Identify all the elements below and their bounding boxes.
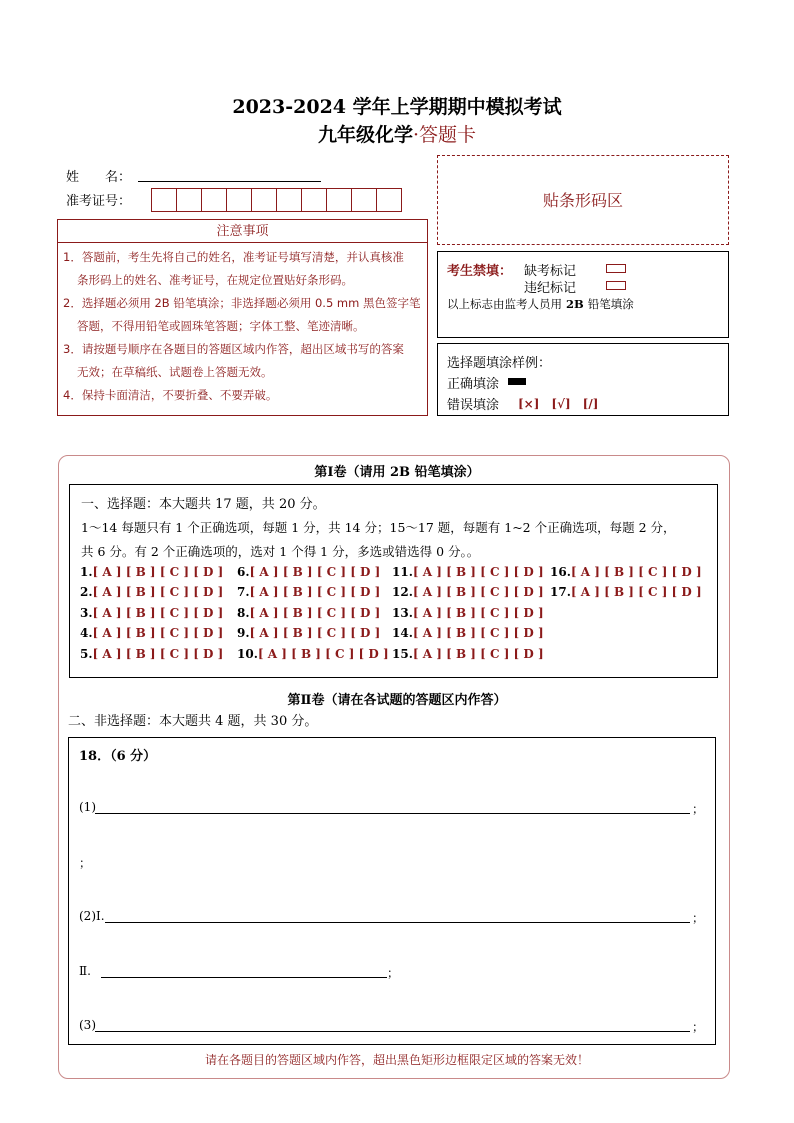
mc-question-number: 13.	[392, 606, 413, 620]
mc-options[interactable]: [ A ] [ B ] [ C ] [ D ]	[92, 565, 224, 579]
forbid-note-bold: 2B	[566, 297, 584, 311]
part1-heading: 一、选择题：本大题共 17 题，共 20 分。	[81, 497, 326, 512]
mc-question-row[interactable]	[550, 585, 702, 599]
mc-options[interactable]: [ A ] [ B ] [ C ] [ D ]	[412, 606, 544, 620]
notice-item: 4．保持卡面清洁，不要折叠、不要弄破。	[63, 388, 278, 402]
mc-question-number: 9.	[237, 626, 250, 640]
id-cell[interactable]	[351, 188, 377, 212]
notice-box	[57, 242, 428, 416]
mc-options[interactable]: [ A ] [ B ] [ C ] [ D ]	[412, 647, 544, 661]
id-cell[interactable]	[251, 188, 277, 212]
blank4-label: (3)	[79, 1018, 96, 1032]
notice-item: 条形码上的姓名、准考证号，在规定位置贴好条形码。	[77, 273, 353, 287]
correct-fill-sample	[508, 378, 526, 385]
part1-title: 第Ⅰ卷（请用 2B 铅笔填涂）	[314, 465, 480, 480]
footer-warning: 请在各题目的答题区域内作答，超出黑色矩形边框限定区域的答案无效！	[204, 1053, 589, 1067]
mc-question-row[interactable]	[237, 647, 389, 661]
barcode-label: 贴条形码区	[542, 191, 623, 210]
mc-question-row[interactable]	[237, 606, 380, 620]
mc-question-number: 8.	[237, 606, 250, 620]
correct-label: 正确填涂	[447, 377, 500, 392]
mc-question-number: 7.	[237, 585, 250, 599]
blank1-label: (1)	[79, 800, 96, 814]
id-cell[interactable]	[226, 188, 252, 212]
mc-question-number: 3.	[80, 606, 93, 620]
blank3-semicolon: ；	[387, 966, 400, 980]
mc-options[interactable]: [ A ] [ B ] [ C ] [ D ]	[92, 647, 224, 661]
mc-question-row[interactable]	[80, 626, 223, 640]
mc-options[interactable]: [ A ] [ B ] [ C ] [ D ]	[249, 606, 381, 620]
mc-question-number: 11.	[392, 565, 413, 579]
id-number-cells[interactable]	[151, 188, 401, 212]
mc-question-row[interactable]	[392, 626, 544, 640]
mc-question-number: 12.	[392, 585, 413, 599]
notice-item: 无效；在草稿纸、试题卷上答题无效。	[77, 365, 273, 379]
subtitle-main: 九年级化学	[317, 124, 413, 146]
forbid-box	[437, 251, 729, 338]
id-cell[interactable]	[301, 188, 327, 212]
blank1-line[interactable]	[95, 813, 690, 814]
mc-question-number: 10.	[237, 647, 258, 661]
absent-label: 缺考标记	[524, 264, 577, 279]
blank3-label: Ⅱ.	[79, 964, 91, 978]
sample-title: 选择题填涂样例：	[447, 356, 552, 371]
wrong-label: 错误填涂	[447, 398, 500, 413]
blank3-line[interactable]	[101, 977, 387, 978]
blank2-label: (2)Ⅰ.	[79, 909, 105, 923]
mc-question-row[interactable]	[550, 565, 702, 579]
mc-question-number: 2.	[80, 585, 93, 599]
q18-title: 18．（6 分）	[79, 749, 157, 764]
q18-box	[68, 737, 716, 1045]
notice-header	[57, 219, 428, 243]
mc-question-row[interactable]	[237, 585, 380, 599]
id-cell[interactable]	[376, 188, 402, 212]
mc-question-row[interactable]	[392, 565, 544, 579]
mc-options[interactable]: [ A ] [ B ] [ C ] [ D ]	[92, 585, 224, 599]
blank4-semicolon: ；	[692, 1020, 705, 1034]
mc-options[interactable]: [ A ] [ B ] [ C ] [ D ]	[92, 606, 224, 620]
mc-options[interactable]: [ A ] [ B ] [ C ] [ D ]	[257, 647, 389, 661]
violation-mark-box[interactable]	[606, 281, 626, 290]
sample-box	[437, 343, 729, 416]
blank1-semicolon: ；	[692, 802, 705, 816]
mc-question-number: 14.	[392, 626, 413, 640]
mc-question-row[interactable]	[237, 565, 380, 579]
mc-options[interactable]: [ A ] [ B ] [ C ] [ D ]	[570, 585, 702, 599]
part1-desc-line1: 1～14 每题只有 1 个正确选项，每题 1 分，共 14 分；15～17 题，每题有 1~2 个正确选项，每题 2 分，	[81, 520, 676, 535]
mc-options[interactable]: [ A ] [ B ] [ C ] [ D ]	[412, 626, 544, 640]
mc-question-row[interactable]	[392, 647, 544, 661]
mc-options[interactable]: [ A ] [ B ] [ C ] [ D ]	[412, 585, 544, 599]
mc-options[interactable]: [ A ] [ B ] [ C ] [ D ]	[92, 626, 224, 640]
mc-options[interactable]: [ A ] [ B ] [ C ] [ D ]	[249, 585, 381, 599]
part1-box	[69, 484, 718, 678]
barcode-area	[437, 155, 729, 245]
mc-question-row[interactable]	[237, 626, 380, 640]
notice-title: 注意事项	[216, 224, 269, 239]
page-subtitle	[0, 120, 794, 147]
absent-mark-box[interactable]	[606, 264, 626, 273]
mc-question-row[interactable]	[392, 606, 544, 620]
part2-heading: 二、非选择题：本大题共 4 题，共 30 分。	[68, 714, 318, 729]
id-cell[interactable]	[201, 188, 227, 212]
blank1b-semicolon: ；	[79, 856, 92, 870]
mc-question-number: 1.	[80, 565, 93, 579]
mc-question-row[interactable]	[80, 606, 223, 620]
forbid-note-suffix: 铅笔填涂	[587, 297, 634, 311]
notice-item: 1．答题前，考生先将自己的姓名，准考证号填写清楚，并认真核准	[63, 250, 404, 264]
mc-question-row[interactable]	[80, 565, 223, 579]
mc-options[interactable]: [ A ] [ B ] [ C ] [ D ]	[412, 565, 544, 579]
mc-question-number: 4.	[80, 626, 93, 640]
mc-options[interactable]: [ A ] [ B ] [ C ] [ D ]	[249, 565, 381, 579]
id-cell[interactable]	[326, 188, 352, 212]
mc-question-number: 16.	[550, 565, 571, 579]
name-field[interactable]	[138, 181, 321, 182]
id-cell[interactable]	[176, 188, 202, 212]
notice-item: 答题，不得用铅笔或圆珠笔答题；字体工整、笔迹清晰。	[77, 319, 365, 333]
mc-question-row[interactable]	[392, 585, 544, 599]
mc-question-number: 15.	[392, 647, 413, 661]
id-cell[interactable]	[276, 188, 302, 212]
id-cell[interactable]	[151, 188, 177, 212]
part2-title: 第Ⅱ卷（请在各试题的答题区内作答）	[287, 693, 507, 708]
blank4-line[interactable]	[95, 1031, 690, 1032]
forbid-note-prefix: 以上标志由监考人员用	[447, 297, 562, 311]
notice-item: 2．选择题必须用 2B 铅笔填涂；非选择题必须用 0.5 mm 黑色签字笔	[63, 296, 421, 310]
name-label: 姓 名：	[66, 170, 132, 185]
violation-label: 违纪标记	[524, 281, 577, 296]
wrong-marks: [×] [√] [/]	[518, 397, 599, 411]
mc-question-number: 5.	[80, 647, 93, 661]
id-label: 准考证号：	[66, 194, 132, 209]
mc-options[interactable]: [ A ] [ B ] [ C ] [ D ]	[249, 626, 381, 640]
mc-question-number: 6.	[237, 565, 250, 579]
page-title: 2023-2024 学年上学期期中模拟考试	[232, 96, 562, 118]
forbid-note	[447, 296, 634, 312]
mc-question-number: 17.	[550, 585, 571, 599]
part1-desc-line2: 共 6 分。有 2 个正确选项的，选对 1 个得 1 分，多选或错选得 0 分。。	[81, 544, 480, 559]
subtitle-suffix: ·答题卡	[412, 124, 477, 146]
mc-question-row[interactable]	[80, 585, 223, 599]
notice-item: 3．请按题号顺序在各题目的答题区域内作答，超出区域书写的答案	[63, 342, 404, 356]
blank2-semicolon: ；	[692, 911, 705, 925]
mc-question-row[interactable]	[80, 647, 223, 661]
forbid-label: 考生禁填：	[447, 264, 513, 279]
mc-options[interactable]: [ A ] [ B ] [ C ] [ D ]	[570, 565, 702, 579]
blank2-line[interactable]	[105, 922, 690, 923]
